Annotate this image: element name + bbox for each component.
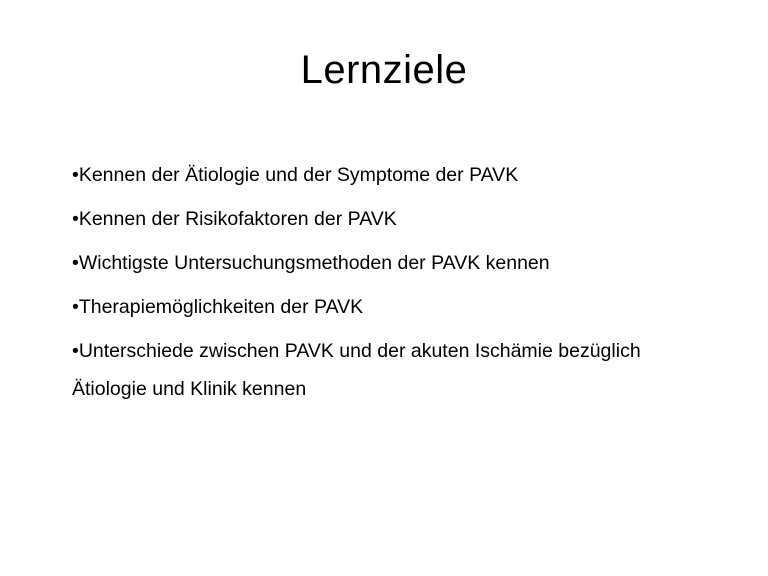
slide-title: Lernziele — [300, 48, 468, 92]
bullet-item-1: •Kennen der Ätiologie und der Symptome der PAVK — [72, 164, 519, 186]
bullet-item-3: •Wichtigste Untersuchungsmethoden der PAVK kennen — [72, 252, 550, 274]
bullet-item-2: •Kennen der Risikofaktoren der PAVK — [72, 208, 397, 230]
bullet-item-5: •Unterschiede zwischen PAVK und der akuten Ischämie bezüglich Ätiologie und Klinik kennen — [72, 340, 641, 400]
bullet-list — [72, 160, 712, 422]
bullet-item-4: •Therapiemöglichkeiten der PAVK — [72, 296, 364, 318]
